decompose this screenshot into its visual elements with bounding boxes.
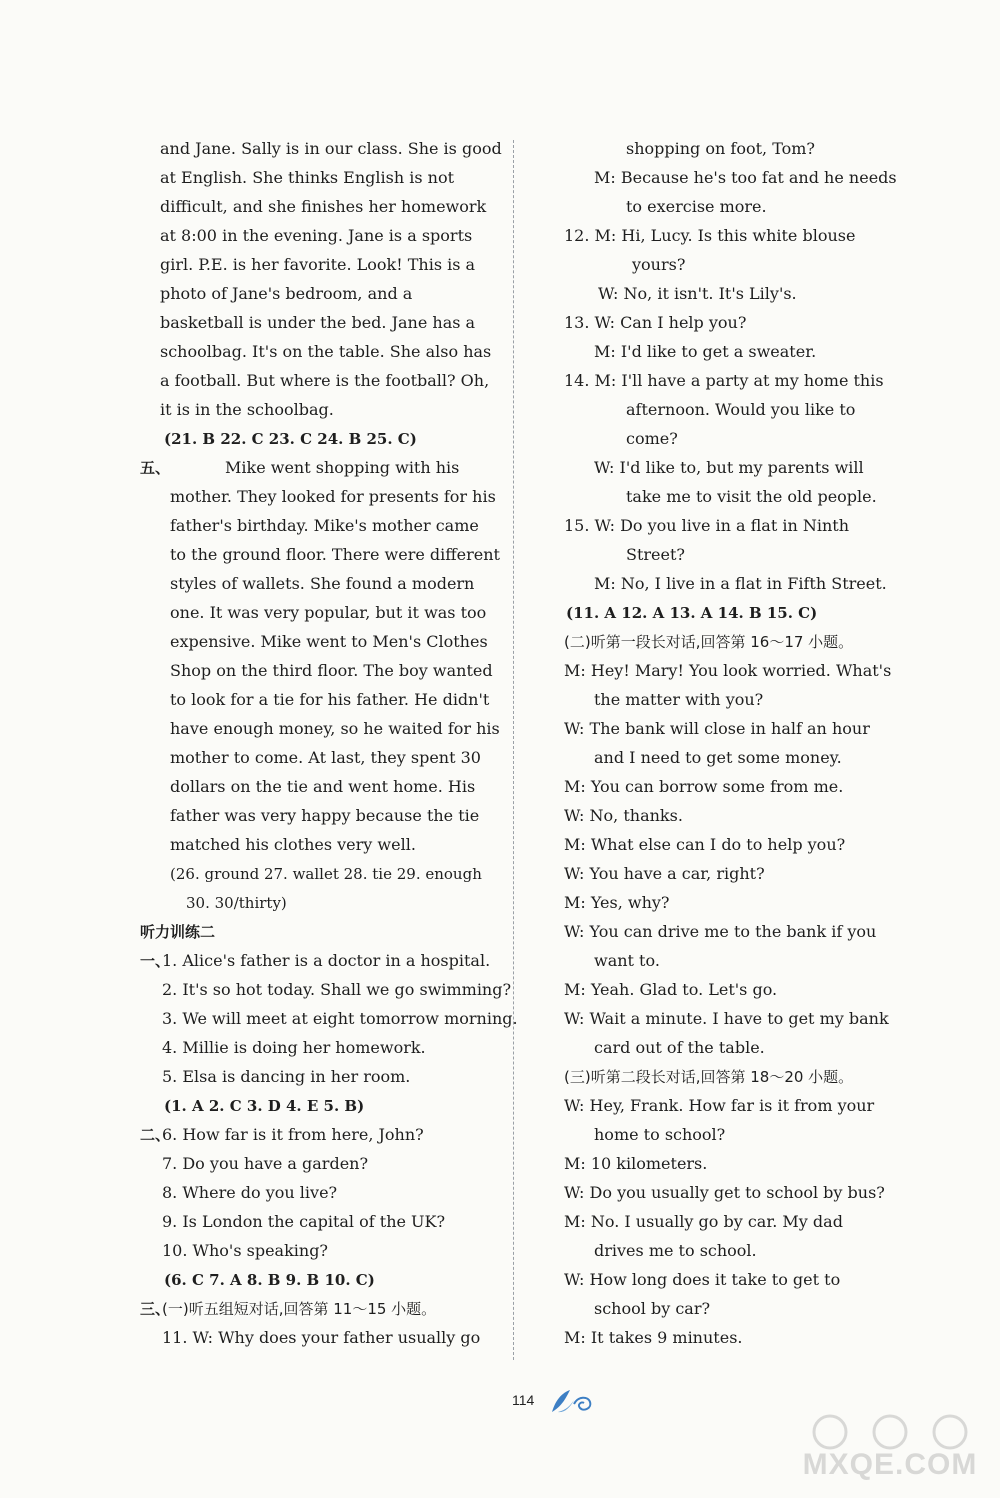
listening-title: 听力训练二 <box>140 923 216 941</box>
dialogue-3-line: M: 10 kilometers. <box>564 1154 708 1173</box>
question-12-line: yours? <box>632 255 686 274</box>
passage-5-line: have enough money, so he waited for his <box>170 719 500 738</box>
passage-5-line: mother. They looked for presents for his <box>170 487 496 506</box>
passage-5-line: Mike went shopping with his <box>225 458 460 477</box>
answers-4: (21. B 22. C 23. C 24. B 25. C) <box>164 430 417 448</box>
dialogue-2-line: W: Wait a minute. I have to get my bank <box>564 1009 889 1028</box>
question-14-line: 14. M: I'll have a party at my home this <box>564 371 884 390</box>
dialogue-3-title: (三)听第二段长对话,回答第 18～20 小题。 <box>564 1068 854 1086</box>
passage-5-line: matched his clothes very well. <box>170 835 416 854</box>
answers-5-line-2: 30. 30/thirty) <box>186 894 287 912</box>
dialogue-2-line: and I need to get some money. <box>594 748 842 767</box>
dialogue-3-line: M: It takes 9 minutes. <box>564 1328 743 1347</box>
part-2-item: 7. Do you have a garden? <box>162 1154 369 1173</box>
dialogue-2-line: want to. <box>594 951 660 970</box>
passage-4-line: schoolbag. It's on the table. She also has <box>160 342 492 361</box>
dialogue-3-line: home to school? <box>594 1125 726 1144</box>
question-15-line: M: No, I live in a flat in Fifth Street. <box>594 574 887 593</box>
dialogue-2-line: W: No, thanks. <box>564 806 683 825</box>
dialogue-2-line: W: You have a car, right? <box>564 864 765 883</box>
dialogue-3-line: W: Do you usually get to school by bus? <box>564 1183 885 1202</box>
question-14-line: take me to visit the old people. <box>626 487 877 506</box>
part-1-item: 2. It's so hot today. Shall we go swimming? <box>162 980 512 999</box>
question-13-line: M: I'd like to get a sweater. <box>594 342 817 361</box>
passage-5-line: mother to come. At last, they spent 30 <box>170 748 481 767</box>
question-15-line: Street? <box>626 545 685 564</box>
part-1-item: 3. We will meet at eight tomorrow morning. <box>162 1009 518 1028</box>
dialogue-3-line: W: How long does it take to get to <box>564 1270 841 1289</box>
dialogue-2-line: card out of the table. <box>594 1038 765 1057</box>
part-1-item: 4. Millie is doing her homework. <box>162 1038 426 1057</box>
question-12-line: W: No, it isn't. It's Lily's. <box>598 284 797 303</box>
passage-5-line: to look for a tie for his father. He didn't <box>170 690 490 709</box>
dialogue-3-line: M: No. I usually go by car. My dad <box>564 1212 843 1231</box>
passage-5-line: styles of wallets. She found a modern <box>170 574 475 593</box>
passage-5-line: father's birthday. Mike's mother came <box>170 516 479 535</box>
passage-4-line: photo of Jane's bedroom, and a <box>160 284 413 303</box>
part-1-marker: 一、 <box>140 952 171 970</box>
watermark-logo-icon <box>790 1412 990 1452</box>
dialogue-2-line: M: You can borrow some from me. <box>564 777 844 796</box>
question-15-line: 15. W: Do you live in a flat in Ninth <box>564 516 850 535</box>
passage-5-line: to the ground floor. There were different <box>170 545 500 564</box>
dialogue-2-line: W: The bank will close in half an hour <box>564 719 870 738</box>
dialogue-3-line: W: Hey, Frank. How far is it from your <box>564 1096 875 1115</box>
part-2-item: 6. How far is it from here, John? <box>162 1125 424 1144</box>
dialogue-2-line: M: Yeah. Glad to. Let's go. <box>564 980 778 999</box>
part-2-answers: (6. C 7. A 8. B 9. B 10. C) <box>164 1271 375 1289</box>
question-14-line: W: I'd like to, but my parents will <box>594 458 864 477</box>
dialogue-2-line: the matter with you? <box>594 690 764 709</box>
passage-4-line: and Jane. Sally is in our class. She is good <box>160 139 502 158</box>
passage-4-line: basketball is under the bed. Jane has a <box>160 313 476 332</box>
watermark-text: MXQE.COM <box>802 1448 978 1481</box>
dialogue-2-line: M: Yes, why? <box>564 893 670 912</box>
part-1-item: 5. Elsa is dancing in her room. <box>162 1067 411 1086</box>
part-3-subtitle: (一)听五组短对话,回答第 11～15 小题。 <box>162 1300 437 1318</box>
answers-11-15: (11. A 12. A 13. A 14. B 15. C) <box>566 604 818 622</box>
section-5-marker: 五、 <box>140 459 171 477</box>
passage-4-line: difficult, and she finishes her homework <box>160 197 487 216</box>
dialogue-2-line: M: Hey! Mary! You look worried. What's <box>564 661 892 680</box>
part-2-item: 8. Where do you live? <box>162 1183 338 1202</box>
part-2-item: 10. Who's speaking? <box>162 1241 329 1260</box>
question-14-line: come? <box>626 429 678 448</box>
part-1-answers: (1. A 2. C 3. D 4. E 5. B) <box>164 1097 365 1115</box>
question-11-cont: to exercise more. <box>626 197 767 216</box>
part-3-marker: 三、 <box>140 1300 171 1318</box>
passage-5-line: father was very happy because the tie <box>170 806 480 825</box>
passage-5-line: Shop on the third floor. The boy wanted <box>170 661 493 680</box>
passage-4-line: at 8:00 in the evening. Jane is a sports <box>160 226 473 245</box>
dialogue-2-line: W: You can drive me to the bank if you <box>564 922 877 941</box>
part-2-item: 9. Is London the capital of the UK? <box>162 1212 446 1231</box>
leaf-ornament-icon <box>548 1386 600 1416</box>
passage-4-line: at English. She thinks English is not <box>160 168 455 187</box>
question-11-cont: M: Because he's too fat and he needs <box>594 168 897 187</box>
question-13-line: 13. W: Can I help you? <box>564 313 747 332</box>
dialogue-3-line: school by car? <box>594 1299 711 1318</box>
passage-4-line: girl. P.E. is her favorite. Look! This is a <box>160 255 476 274</box>
passage-5-line: dollars on the tie and went home. His <box>170 777 476 796</box>
dialogue-2-line: M: What else can I do to help you? <box>564 835 846 854</box>
dialogue-2-title: (二)听第一段长对话,回答第 16～17 小题。 <box>564 633 854 651</box>
question-12-line: 12. M: Hi, Lucy. Is this white blouse <box>564 226 856 245</box>
question-11-line: 11. W: Why does your father usually go <box>162 1328 481 1347</box>
dialogue-3-line: drives me to school. <box>594 1241 757 1260</box>
passage-5-line: expensive. Mike went to Men's Clothes <box>170 632 488 651</box>
watermark <box>790 1412 990 1492</box>
part-1-item: 1. Alice's father is a doctor in a hospital. <box>162 951 491 970</box>
passage-4-line: a football. But where is the football? Oh, <box>160 371 490 390</box>
page-number: 114 <box>512 1392 535 1408</box>
passage-5-line: one. It was very popular, but it was too <box>170 603 487 622</box>
question-11-cont: shopping on foot, Tom? <box>626 139 816 158</box>
column-divider <box>513 140 514 1360</box>
answers-5-line-1: (26. ground 27. wallet 28. tie 29. enough <box>170 865 482 883</box>
passage-4-line: it is in the schoolbag. <box>160 400 334 419</box>
question-14-line: afternoon. Would you like to <box>626 400 856 419</box>
part-2-marker: 二、 <box>140 1126 171 1144</box>
